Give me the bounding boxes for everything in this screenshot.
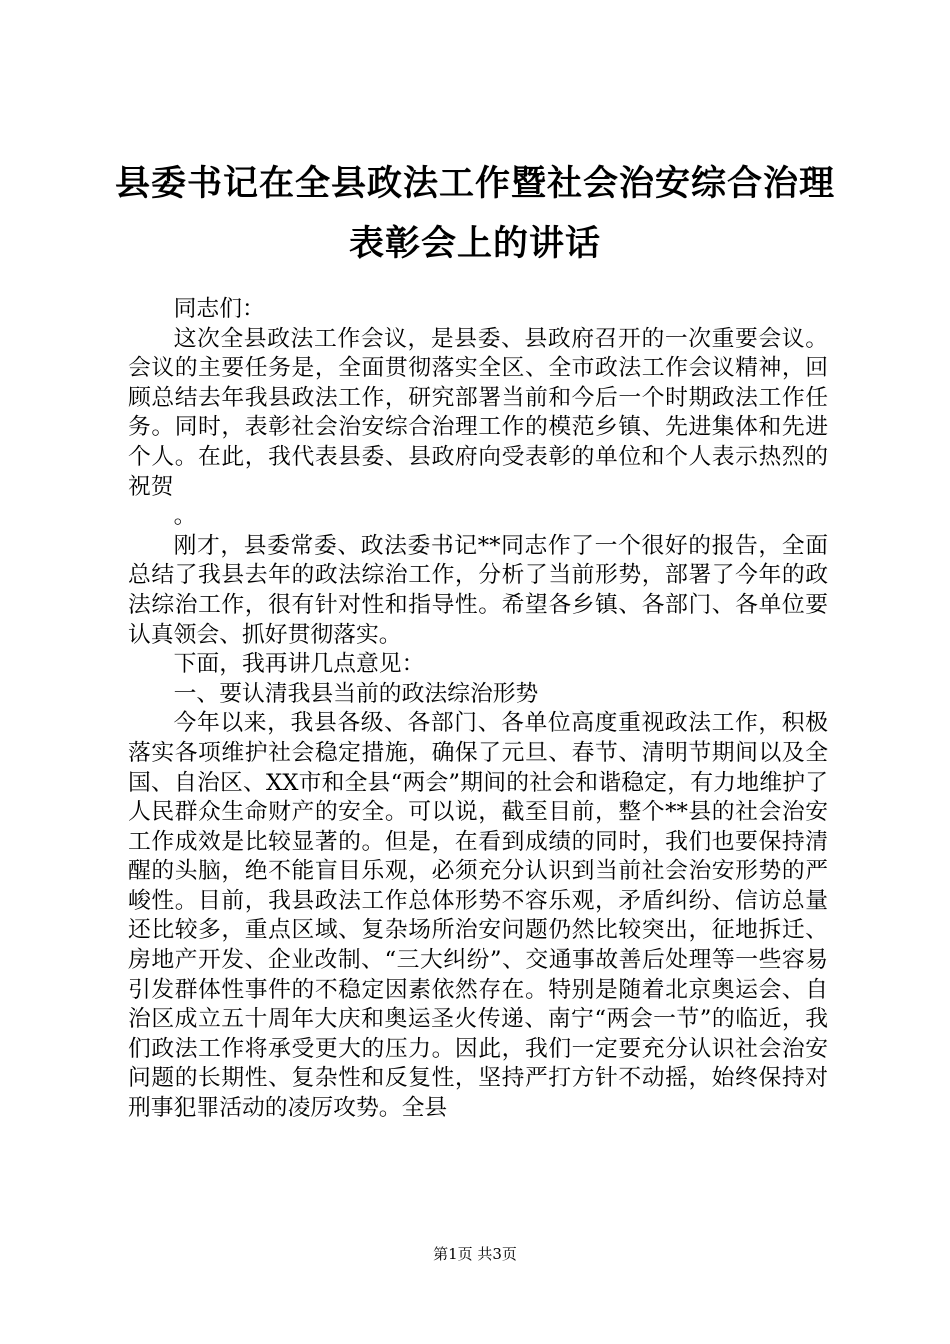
section-heading-1: 一、要认清我县当前的政法综治形势 bbox=[173, 680, 539, 707]
document-title-line-2: 表彰会上的讲话 bbox=[348, 223, 601, 264]
paragraph-report: 刚才，县委常委、政法委书记**同志作了一个很好的报告，全面总结了我县去年的政法综治工作，分析了当前形势，部署了今年的政法综治工作，很有针对性和指导性。希望各乡镇、各部门、各单位要认真领会、抓好贯彻落实。 bbox=[128, 532, 828, 648]
document-title-line-1: 县委书记在全县政法工作暨社会治安综合治理 bbox=[114, 163, 835, 204]
paragraph-situation: 今年以来，我县各级、各部门、各单位高度重视政法工作，积极落实各项维护社会稳定措施，确保了元旦、春节、清明节期间以及全国、自治区、XX市和全县“两会”期间的社会和谐稳定，有力地维护了人民群众生命财产的安全。可以说，截至目前，整个**县的社会治安工作成效是比较显著的。但是，在看到成绩的同时，我们也要保持清醒的头脑，绝不能盲目乐观，必须充分认识到当前社会治安形势的严峻性。目前，我县政法工作总体形势不容乐观，矛盾纠纷、信访总量还比较多，重点区域、复杂场所治安问题仍然比较突出，征地拆迁、房地产开发、企业改制、“三大纠纷”、交通事故善后处理等一些容易引发群体性事件的不稳定因素依然存在。特别是随着北京奥运会、自治区成立五十周年大庆和奥运圣火传递、南宁“两会一节”的临近，我们政法工作将承受更大的压力。因此，我们一定要充分认识社会治安问题的长期性、复杂性和反复性，坚持严打方针不动摇，始终保持对刑事犯罪活动的凌厉攻势。全县 bbox=[128, 710, 828, 1122]
paragraph-period: 。 bbox=[173, 503, 197, 530]
paragraph-opening: 这次全县政法工作会议，是县委、县政府召开的一次重要会议。会议的主要任务是，全面贯彻落实全区、全市政法工作会议精神，回顾总结去年我县政法工作，研究部署当前和今后一个时期政法工作任务。同时，表彰社会治安综合治理工作的模范乡镇、先进集体和先进个人。在此，我代表县委、县政府向受表彰的单位和个人表示热烈的祝贺 bbox=[128, 325, 828, 500]
page-footer: 第1页 共3页 bbox=[433, 1245, 517, 1263]
salutation: 同志们： bbox=[173, 296, 265, 322]
paragraph-transition: 下面，我再讲几点意见： bbox=[173, 651, 425, 678]
document-body bbox=[128, 295, 828, 1124]
